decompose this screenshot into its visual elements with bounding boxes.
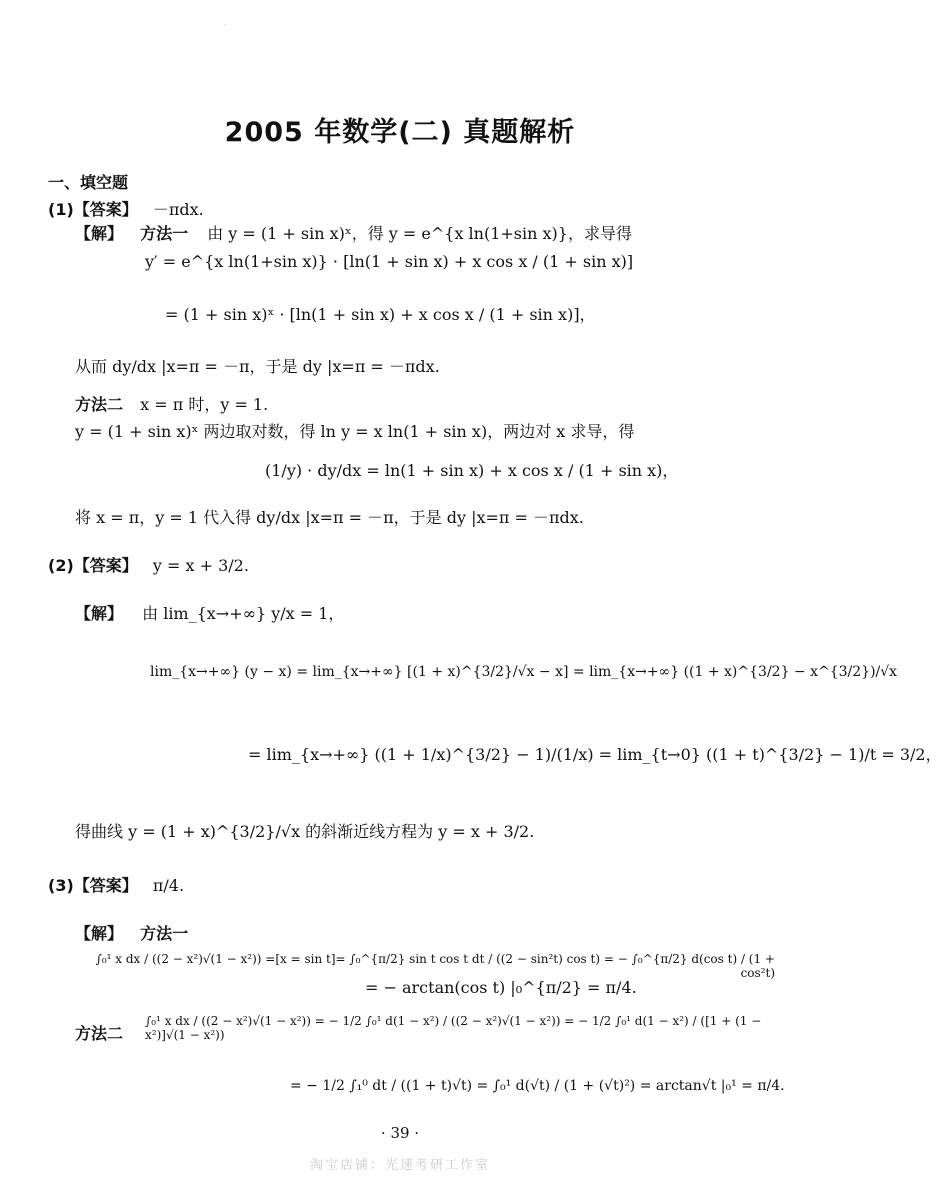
q2-answer: y = x + 3/2.: [152, 556, 249, 575]
q1-method2-line: y = (1 + sin x)ˣ 两边取对数，得 ln y = x ln(1 + sin x)，两边对 x 求导，得: [75, 422, 635, 441]
q1-solution-label: 【解】: [75, 224, 124, 243]
q3-label: (3)【答案】: [48, 876, 138, 895]
q2-line1: 由 lim_{x→+∞} y/x = 1，: [142, 604, 345, 623]
q1-method2-label: 方法二: [75, 395, 124, 414]
q2-label: (2)【答案】: [48, 556, 138, 575]
q1-answer-row: [48, 200, 204, 219]
q3-solution-label: 【解】: [75, 924, 124, 943]
section-heading: 一、填空题: [48, 173, 129, 192]
q1-conclusion2: 将 x = π，y = 1 代入得 dy/dx |x=π = －π，于是 dy |x=π = －πdx.: [75, 508, 584, 527]
page-title: 2005 年数学(二) 真题解析: [224, 117, 576, 148]
q3-method2-label-row: [75, 1024, 123, 1043]
q1-method1-row: [75, 224, 632, 243]
q1-method2-text: x = π 时，y = 1.: [140, 395, 269, 414]
page-number: · 39 ·: [380, 1124, 420, 1142]
q1-method2-row: [75, 395, 268, 414]
q3-method1-labels: [75, 924, 188, 943]
q1-derivative-line1: y′ = e^{x ln(1+sin x)} · [ln(1 + sin x) + x cos x / (1 + sin x)]: [145, 252, 634, 271]
q3-answer-row: [48, 876, 184, 895]
q1-answer: －πdx.: [152, 200, 204, 219]
shop-watermark: 淘宝店铺：光速考研工作室: [309, 1158, 490, 1173]
q3-answer: π/4.: [152, 876, 185, 895]
q1-method1-label: 方法一: [140, 224, 189, 243]
q2-answer-row: [48, 556, 249, 575]
q1-method2-equation: (1/y) · dy/dx = ln(1 + sin x) + x cos x / (1 + sin x)，: [265, 461, 679, 480]
q2-solution-row: [75, 604, 344, 623]
q1-derivative-line2: = (1 + sin x)ˣ · [ln(1 + sin x) + x cos x / (1 + sin x)]，: [165, 305, 596, 324]
q3-method1-label: 方法一: [140, 924, 189, 943]
q1-method1-text: 由 y = (1 + sin x)ˣ，得 y = e^{x ln(1+sin x)}，求导得: [207, 224, 632, 243]
q2-limit-equation2: = lim_{x→+∞} ((1 + 1/x)^{3/2} − 1)/(1/x) = lim_{t→0} ((1 + t)^{3/2} − 1)/t = 3/2，: [248, 745, 942, 764]
q1-label: (1)【答案】: [48, 200, 138, 219]
q3-method1-equation2: = − arctan(cos t) |₀^{π/2} = π/4.: [365, 978, 637, 997]
q3-method2-equation2: = − 1/2 ∫₁⁰ dt / ((1 + t)√t) = ∫₀¹ d(√t) / (1 + (√t)²) = arctan√t |₀¹ = π/4.: [290, 1078, 785, 1094]
q3-method2-label: 方法二: [75, 1024, 124, 1043]
q2-conclusion: 得曲线 y = (1 + x)^{3/2}/√x 的斜渐近线方程为 y = x + 3/2.: [75, 822, 535, 841]
q3-method1-equation1: ∫₀¹ x dx / ((2 − x²)√(1 − x²)) =[x = sin t]= ∫₀^{π/2} sin t cos t dt / ((2 − sin²t) cos t) = − ∫₀^{π/2} d(cos t) / (1 + cos²t): [95, 952, 775, 980]
q1-conclusion1: 从而 dy/dx |x=π = －π，于是 dy |x=π = －πdx.: [75, 357, 440, 376]
q2-limit-equation1: lim_{x→+∞} (y − x) = lim_{x→+∞} [(1 + x)^{3/2}/√x − x] = lim_{x→+∞} ((1 + x)^{3/2} − x^{3/2})/√x: [150, 664, 898, 680]
scan-speck: ·: [224, 22, 226, 29]
q2-solution-label: 【解】: [75, 604, 124, 623]
q3-method2-equation1: ∫₀¹ x dx / ((2 − x²)√(1 − x²)) = − 1/2 ∫₀¹ d(1 − x²) / ((2 − x²)√(1 − x²)) = − 1/2 ∫₀¹ d(1 − x²) / ([1 + (1 − x²)]√(1 − x²)): [145, 1014, 762, 1042]
